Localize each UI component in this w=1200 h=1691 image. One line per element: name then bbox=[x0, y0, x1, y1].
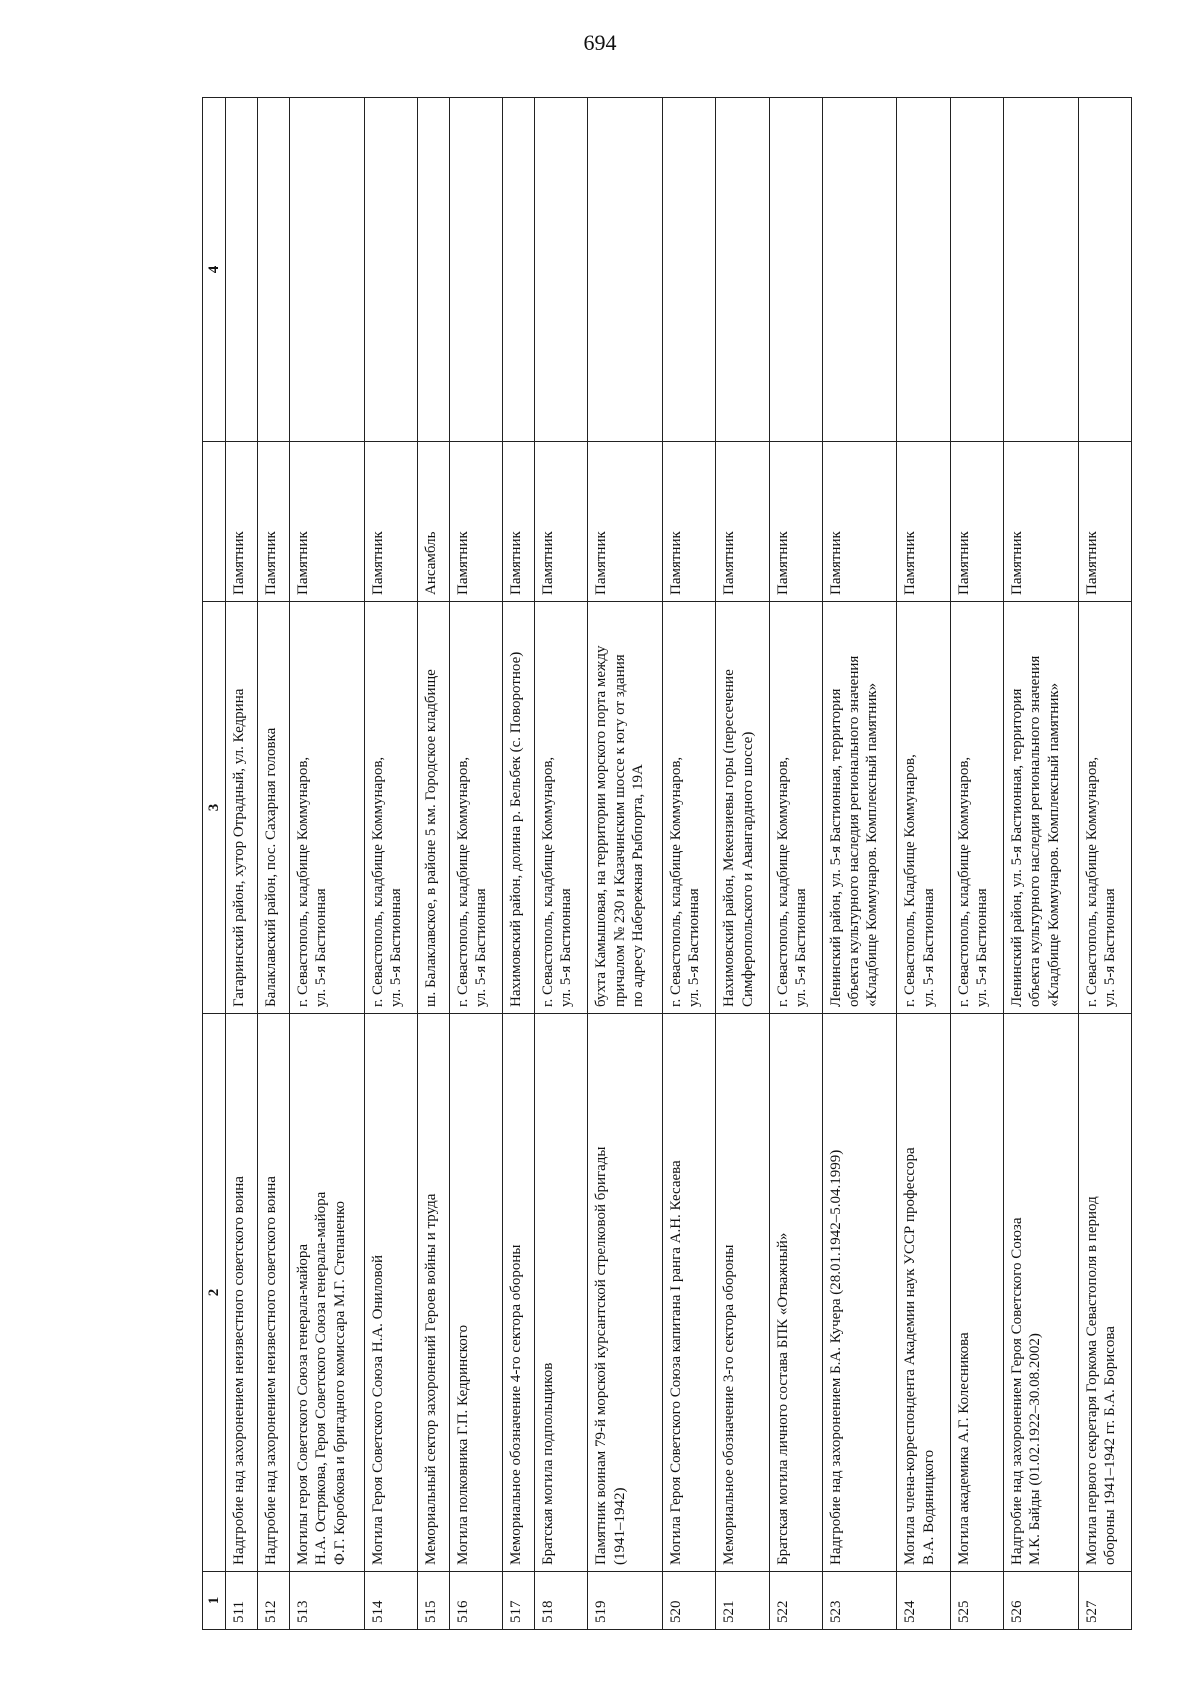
table-row bbox=[290, 98, 365, 1630]
column-header-2: 2 bbox=[203, 1014, 226, 1572]
monument-name bbox=[290, 1014, 365, 1572]
monument-category: Памятник bbox=[449, 442, 502, 602]
empty-cell bbox=[1078, 98, 1131, 442]
row-number: 517 bbox=[503, 1572, 535, 1630]
column-header-1: 1 bbox=[203, 1572, 226, 1630]
empty-cell bbox=[418, 98, 450, 442]
table-row bbox=[897, 98, 950, 1630]
monument-address-line: ул. 5-я Бастионная bbox=[313, 888, 330, 1007]
monument-address bbox=[364, 602, 417, 1014]
monument-address-line: Нахимовский район, долина р. Бельбек (с. Поворотное) bbox=[508, 651, 525, 1007]
monument-category: Памятник bbox=[897, 442, 950, 602]
monument-address bbox=[418, 602, 450, 1014]
monument-address-line: г. Севастополь, кладбище Коммунаров, bbox=[454, 756, 471, 1007]
monument-name-line: Надгробие над захоронением неизвестного советского воина bbox=[263, 1176, 280, 1565]
row-number: 516 bbox=[449, 1572, 502, 1630]
monument-name-line: Ф.Г. Коробкова и бригадного комиссара М.Г. Степаненко bbox=[331, 1200, 348, 1565]
empty-cell bbox=[364, 98, 417, 442]
monument-address bbox=[290, 602, 365, 1014]
row-number: 512 bbox=[258, 1572, 290, 1630]
page-number: 694 bbox=[583, 30, 617, 55]
monument-name-line: Мемориальный сектор захоронений Героев войны и труда bbox=[423, 1193, 439, 1565]
empty-cell bbox=[226, 98, 258, 442]
table-row bbox=[588, 98, 663, 1630]
empty-cell bbox=[662, 98, 715, 442]
monument-address-line: г. Севастополь, кладбище Коммунаров, bbox=[369, 756, 386, 1007]
monument-name-line: Надгробие над захоронением Героя Советского Союза bbox=[1008, 1217, 1025, 1565]
monument-address-line: «Кладбище Коммунаров. Комплексный памятник» bbox=[864, 682, 881, 1007]
monument-name-line: Надгробие над захоронением Б.А. Кучера (28.01.1942–5.04.1999) bbox=[827, 1149, 844, 1565]
monument-category: Памятник bbox=[662, 442, 715, 602]
empty-cell bbox=[588, 98, 663, 442]
empty-cell bbox=[258, 98, 290, 442]
table-header-row bbox=[203, 98, 226, 1630]
row-number: 525 bbox=[950, 1572, 1003, 1630]
table-row bbox=[449, 98, 502, 1630]
table-row bbox=[822, 98, 897, 1630]
monument-address bbox=[662, 602, 715, 1014]
monument-address bbox=[950, 602, 1003, 1014]
monument-name-line: Н.А. Острякова, Героя Советского Союза генерала-майора bbox=[313, 1191, 330, 1565]
rotated-table-area bbox=[202, 98, 1132, 1630]
monument-address-line: Балаклавский район, пос. Сахарная головка bbox=[263, 727, 280, 1007]
monument-name bbox=[950, 1014, 1003, 1572]
monument-category: Памятник bbox=[1078, 442, 1131, 602]
monument-name-line: Могила члена-корреспондента Академии наук УССР профессора bbox=[902, 1147, 919, 1565]
monument-address-line: ул. 5-я Бастионная bbox=[920, 888, 937, 1007]
empty-cell bbox=[449, 98, 502, 442]
row-number: 518 bbox=[535, 1572, 588, 1630]
monument-name-line: Могила академика А.Г. Колесникова bbox=[955, 1332, 972, 1565]
monument-address-line: ул. 5-я Бастионная bbox=[1101, 888, 1118, 1007]
monument-address-line: Ленинский район, ул. 5-я Бастионная, территория bbox=[827, 688, 844, 1007]
monument-address-line: Симферопольского и Авангардного шоссе) bbox=[739, 731, 756, 1007]
monument-address-line: г. Севастополь, кладбище Коммунаров, bbox=[955, 756, 972, 1007]
row-number: 513 bbox=[290, 1572, 365, 1630]
monument-address-line: объекта культурного наследия регионального значения bbox=[846, 655, 863, 1007]
monument-address bbox=[822, 602, 897, 1014]
monument-category: Памятник bbox=[535, 442, 588, 602]
monument-name bbox=[822, 1014, 897, 1572]
monument-address-line: ш. Балаклавское, в районе 5 км. Городское кладбище bbox=[423, 669, 439, 1007]
empty-cell bbox=[535, 98, 588, 442]
monument-address-line: объекта культурного наследия регионального значения bbox=[1027, 655, 1044, 1007]
monument-address bbox=[1078, 602, 1131, 1014]
monument-address bbox=[1003, 602, 1078, 1014]
table-row bbox=[364, 98, 417, 1630]
table-row bbox=[662, 98, 715, 1630]
monument-category: Памятник bbox=[950, 442, 1003, 602]
monument-address-line: г. Севастополь, кладбище Коммунаров, bbox=[1083, 756, 1100, 1007]
monument-address-line: ул. 5-я Бастионная bbox=[792, 888, 809, 1007]
monument-name bbox=[449, 1014, 502, 1572]
monument-name bbox=[769, 1014, 822, 1572]
monument-address-line: ул. 5-я Бастионная bbox=[388, 888, 405, 1007]
table-row bbox=[769, 98, 822, 1630]
monument-address-line: г. Севастополь, Кладбище Коммунаров, bbox=[902, 754, 919, 1007]
rotated-table-container bbox=[202, 98, 1132, 1630]
row-number: 523 bbox=[822, 1572, 897, 1630]
monument-category: Памятник bbox=[769, 442, 822, 602]
monument-category: Ансамбль bbox=[418, 442, 450, 602]
empty-cell bbox=[503, 98, 535, 442]
monument-address-line: ул. 5-я Бастионная bbox=[686, 888, 703, 1007]
monument-category: Памятник bbox=[1003, 442, 1078, 602]
monument-name-line: Могила полковника Г.П. Кедринского bbox=[454, 1324, 471, 1565]
monument-category: Памятник bbox=[258, 442, 290, 602]
monument-address-line: Нахимовский район, Мекензиевы горы (пересечение bbox=[721, 669, 738, 1007]
table-row bbox=[226, 98, 258, 1630]
monument-name bbox=[226, 1014, 258, 1572]
monument-name bbox=[716, 1014, 769, 1572]
monument-address-line: г. Севастополь, кладбище Коммунаров, bbox=[540, 756, 557, 1007]
monument-name-line: (1941–1942) bbox=[611, 1487, 628, 1565]
empty-cell bbox=[897, 98, 950, 442]
monument-address-line: бухта Камышовая, на территории морского порта между bbox=[593, 645, 610, 1007]
monument-address-line: ул. 5-я Бастионная bbox=[973, 888, 990, 1007]
monument-address bbox=[535, 602, 588, 1014]
table-row bbox=[535, 98, 588, 1630]
monument-name-line: Мемориальное обозначение 4-го сектора обороны bbox=[508, 1244, 525, 1565]
monument-name-line: М.К. Байды (01.02.1922–30.08.2002) bbox=[1027, 1333, 1044, 1565]
monument-address bbox=[226, 602, 258, 1014]
monument-name-line: Братская могила личного состава БПК «Отважный» bbox=[774, 1232, 791, 1565]
row-number: 520 bbox=[662, 1572, 715, 1630]
monument-category: Памятник bbox=[716, 442, 769, 602]
monument-name bbox=[897, 1014, 950, 1572]
monument-address bbox=[503, 602, 535, 1014]
monument-name-line: Памятник воинам 79-й морской курсантской стрелковой бригады bbox=[593, 1146, 610, 1565]
monument-name bbox=[535, 1014, 588, 1572]
monument-address-line: Ленинский район, ул. 5-я Бастионная, территория bbox=[1008, 688, 1025, 1007]
table-row bbox=[716, 98, 769, 1630]
monument-name bbox=[588, 1014, 663, 1572]
row-number: 519 bbox=[588, 1572, 663, 1630]
monument-address bbox=[588, 602, 663, 1014]
table-row bbox=[418, 98, 450, 1630]
monument-name bbox=[503, 1014, 535, 1572]
row-number: 522 bbox=[769, 1572, 822, 1630]
monument-address-line: «Кладбище Коммунаров. Комплексный памятник» bbox=[1045, 682, 1062, 1007]
empty-cell bbox=[716, 98, 769, 442]
monument-name bbox=[418, 1014, 450, 1572]
monument-address-line: по адресу Набережная Рыбпорта, 19А bbox=[629, 764, 646, 1007]
table-body bbox=[226, 98, 1132, 1630]
monument-name-line: Могила Героя Советского Союза Н.А. Ониловой bbox=[369, 1254, 386, 1565]
monument-address-line: причалом № 230 и Казачинским шоссе к югу от здания bbox=[611, 654, 628, 1007]
monument-address-line: г. Севастополь, кладбище Коммунаров, bbox=[295, 756, 312, 1007]
monument-address bbox=[769, 602, 822, 1014]
monuments-table bbox=[202, 97, 1132, 1630]
monument-name-line: Могила первого секретаря Горкома Севастополя в период bbox=[1083, 1196, 1100, 1565]
monument-address-line: ул. 5-я Бастионная bbox=[473, 888, 490, 1007]
table-row bbox=[503, 98, 535, 1630]
monument-address-line: г. Севастополь, кладбище Коммунаров, bbox=[774, 756, 791, 1007]
empty-cell bbox=[290, 98, 365, 442]
monument-category: Памятник bbox=[364, 442, 417, 602]
empty-cell bbox=[822, 98, 897, 442]
column-header-3: 3 bbox=[203, 602, 226, 1014]
row-number: 527 bbox=[1078, 1572, 1131, 1630]
monument-name-line: Мемориальное обозначение 3-го сектора обороны bbox=[721, 1244, 738, 1565]
row-number: 524 bbox=[897, 1572, 950, 1630]
monument-category: Памятник bbox=[226, 442, 258, 602]
row-number: 521 bbox=[716, 1572, 769, 1630]
row-number: 514 bbox=[364, 1572, 417, 1630]
monument-address bbox=[449, 602, 502, 1014]
empty-cell bbox=[1003, 98, 1078, 442]
monument-name-line: Могила Героя Советского Союза капитана I ранга А.Н. Кесаева bbox=[667, 1160, 684, 1565]
row-number: 526 bbox=[1003, 1572, 1078, 1630]
monument-category: Памятник bbox=[822, 442, 897, 602]
monument-name bbox=[1003, 1014, 1078, 1572]
monument-name bbox=[258, 1014, 290, 1572]
monument-name-line: Братская могила подпольщиков bbox=[540, 1362, 557, 1565]
table-row bbox=[950, 98, 1003, 1630]
table-row bbox=[1078, 98, 1131, 1630]
row-number: 515 bbox=[418, 1572, 450, 1630]
empty-cell bbox=[769, 98, 822, 442]
monument-address-line: Гагаринский район, хутор Отрадный, ул. Кедрина bbox=[231, 688, 248, 1007]
monument-address-line: ул. 5-я Бастионная bbox=[558, 888, 575, 1007]
table-row bbox=[258, 98, 290, 1630]
table-row bbox=[1003, 98, 1078, 1630]
monument-address bbox=[897, 602, 950, 1014]
row-number: 511 bbox=[226, 1572, 258, 1630]
monument-address bbox=[258, 602, 290, 1014]
monument-name-line: В.А. Водяницкого bbox=[920, 1449, 937, 1565]
monument-name bbox=[364, 1014, 417, 1572]
monument-name-line: обороны 1941–1942 гг. Б.А. Борисова bbox=[1101, 1326, 1118, 1565]
monument-name bbox=[662, 1014, 715, 1572]
column-header-4: 4 bbox=[203, 98, 226, 442]
monument-category: Памятник bbox=[290, 442, 365, 602]
monument-category: Памятник bbox=[503, 442, 535, 602]
monument-address bbox=[716, 602, 769, 1014]
monument-address-line: г. Севастополь, кладбище Коммунаров, bbox=[667, 756, 684, 1007]
monument-name bbox=[1078, 1014, 1131, 1572]
monument-category: Памятник bbox=[588, 442, 663, 602]
column-header-empty bbox=[203, 442, 226, 602]
monument-name-line: Могилы героя Советского Союза генерала-майора bbox=[295, 1243, 312, 1565]
monument-name-line: Надгробие над захоронением неизвестного советского воина bbox=[231, 1176, 248, 1565]
empty-cell bbox=[950, 98, 1003, 442]
